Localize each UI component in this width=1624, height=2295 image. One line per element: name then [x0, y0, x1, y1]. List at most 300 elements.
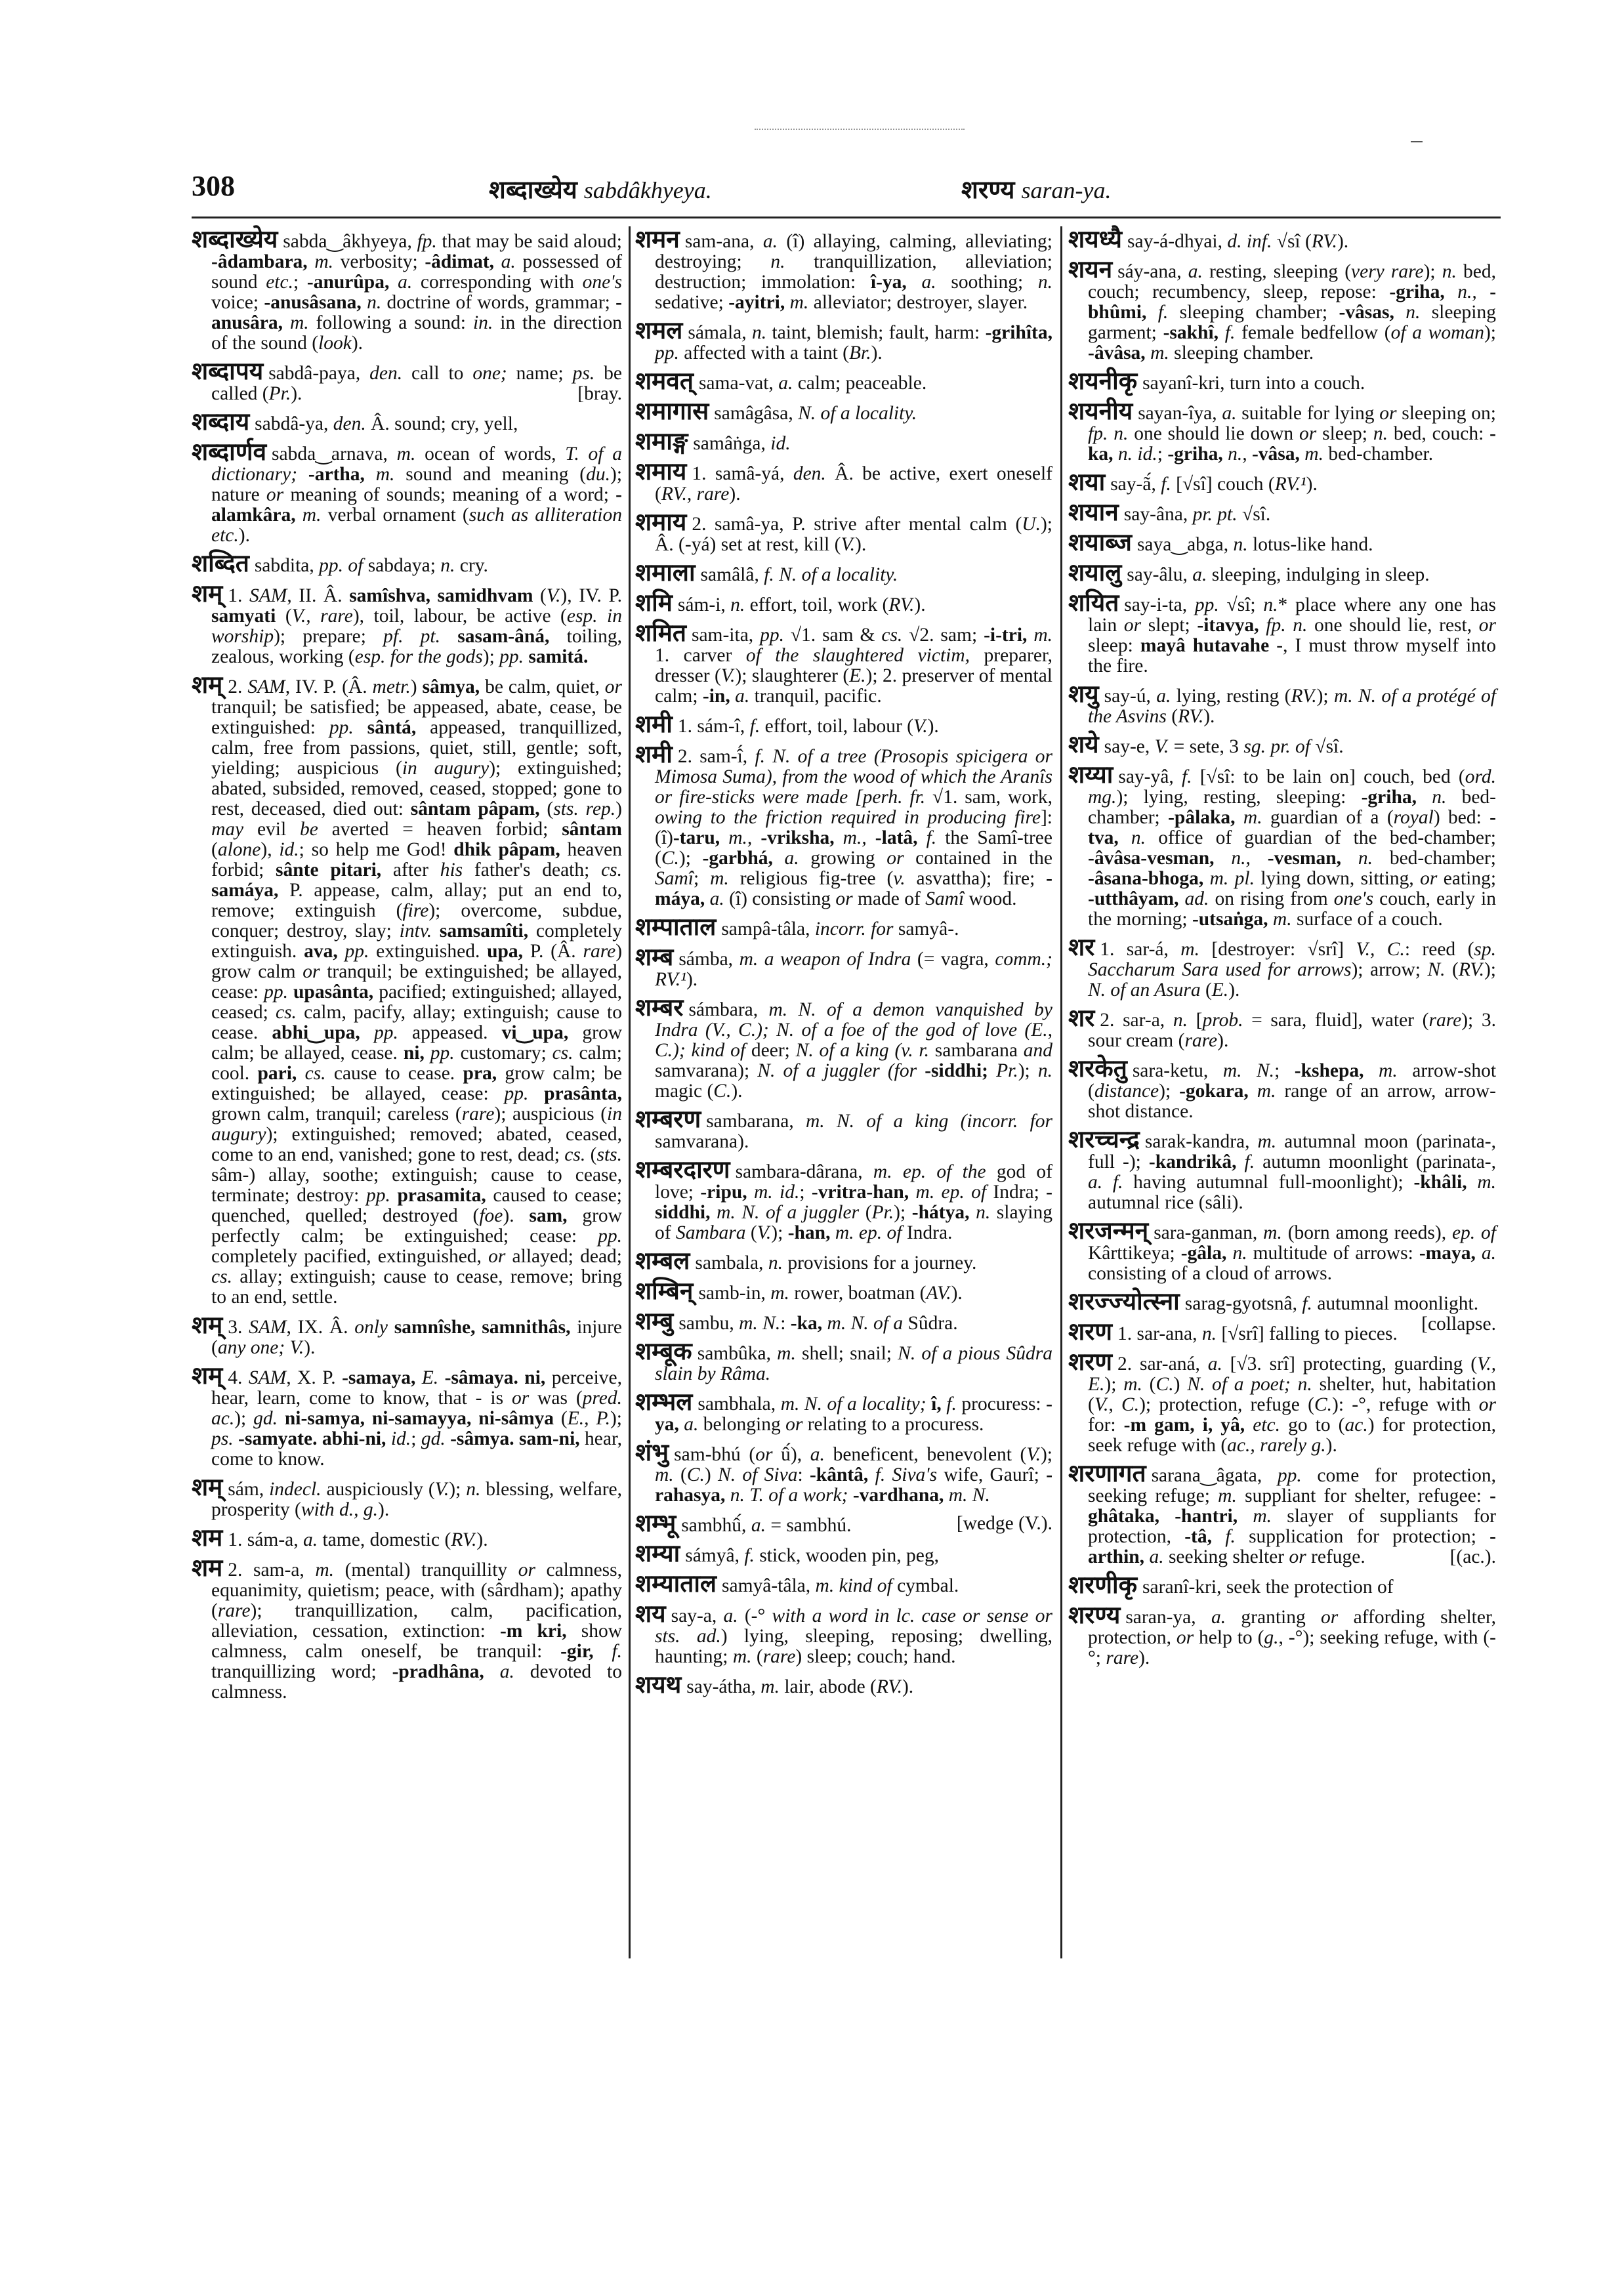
- entry-text-run: consisting of a cloud of arrows.: [1088, 1263, 1332, 1284]
- dictionary-entry: [192, 1555, 622, 1703]
- headword: शमी: [635, 741, 673, 768]
- sub-headword: -kântâ,: [809, 1464, 869, 1485]
- entry-text-run: n.: [440, 555, 455, 576]
- entry-text-run: esp. in worship: [211, 606, 622, 647]
- entry-text-run: one should lie, rest,: [1307, 615, 1479, 636]
- carry-over-word: [(ac.).: [1449, 1546, 1496, 1567]
- entry-text-run: sambu,: [678, 1313, 739, 1334]
- sub-headword: -griha,: [1361, 787, 1417, 808]
- entry-text-run: = sara, fluid], water (: [1243, 1010, 1429, 1031]
- entry-text-run: d. inf.: [1227, 231, 1272, 252]
- entry-text-run: Pr.: [268, 383, 291, 404]
- entry-text-run: P. (Â.: [523, 941, 583, 962]
- guide-word-right: [961, 172, 1111, 206]
- entry-text-run: rare: [1184, 1030, 1218, 1051]
- entry-text-run: cs.: [211, 1266, 232, 1287]
- entry-text-run: , -°); seeking refuge, with (-°;: [1088, 1627, 1496, 1668]
- entry-text-run: ).: [686, 969, 698, 990]
- entry-text-run: [362, 292, 367, 313]
- entry-text-run: a.: [921, 272, 936, 293]
- sub-headword: pra,: [463, 1063, 497, 1084]
- headword: शरज्ज्योत्स्ना: [1068, 1289, 1180, 1315]
- headword: शम: [192, 1525, 223, 1552]
- sub-headword: -vesman,: [1267, 848, 1342, 869]
- entry-text-run: N.: [1427, 959, 1446, 980]
- entry-text-run: averted = heaven forbid;: [318, 819, 562, 840]
- sub-headword: -grihîta,: [985, 322, 1052, 343]
- entry-text-run: [432, 920, 440, 941]
- sub-headword: -utsaṅga,: [1192, 909, 1268, 930]
- entry-text-run: ).: [927, 716, 939, 737]
- entry-text-run: ); 3. sour cream (: [1088, 1010, 1496, 1051]
- entry-text-run: ).: [1203, 706, 1215, 727]
- entry-text-run: injure (: [211, 1317, 623, 1358]
- entry-text-run: m. N.: [948, 1485, 990, 1506]
- sub-headword: -utthâyam,: [1088, 888, 1179, 909]
- dictionary-entry: [635, 620, 1052, 707]
- entry-text-run: a.: [398, 272, 413, 293]
- entry-text-run: saranî-kri, seek the protection of: [1142, 1577, 1394, 1598]
- headword: शमि: [635, 590, 673, 617]
- headword: शम्पाताल: [635, 914, 717, 941]
- entry-text-run: sedative;: [655, 292, 729, 313]
- entry-text-run: female bedfellow (: [1235, 322, 1391, 343]
- entry-text-run: corresponding with: [412, 272, 583, 293]
- entry-text-run: sabda‿arnava,: [272, 444, 397, 465]
- dictionary-entry: [635, 1106, 1052, 1152]
- entry-text-run: pp.: [499, 646, 524, 667]
- entry-text-run: (: [1142, 1374, 1156, 1395]
- headword: शरण: [1068, 1319, 1113, 1346]
- entry-text-run: m. ep. of: [915, 1182, 987, 1203]
- entry-text-run: m.: [314, 251, 334, 272]
- entry-text-run: [705, 888, 709, 909]
- entry-text-run: seeking shelter: [1163, 1546, 1289, 1567]
- entry-text-run: sleeping on;: [1396, 403, 1496, 424]
- entry-text-run: (: [211, 839, 218, 860]
- entry-text-run: pp.: [430, 1043, 455, 1064]
- entry-text-run: m. N.: [1222, 1060, 1275, 1081]
- sub-headword: -alamkâra,: [211, 484, 622, 526]
- entry-text-run: sam-ita,: [691, 625, 760, 646]
- entry-text-run: ); extinguished; abated, subsided, removed, ceased, stopped; gone to rest, deceased, died out:: [211, 758, 622, 819]
- entry-text-run: guardian of a (: [1262, 807, 1394, 828]
- entry-text-run: or: [511, 1388, 530, 1409]
- entry-text-run: √sî.: [1310, 736, 1344, 757]
- entry-text-run: f.: [1225, 1526, 1236, 1547]
- entry-text-run: ); 2. preserver of mental calm;: [655, 665, 1052, 707]
- entry-text-run: n.: [1297, 1374, 1312, 1395]
- headword: शर: [1068, 1005, 1095, 1032]
- entry-text-run: V.: [757, 1222, 772, 1243]
- entry-text-run: soothing;: [936, 272, 1038, 293]
- entry-text-run: after: [381, 859, 440, 880]
- guide-word-right-latin: saran-ya.: [1021, 177, 1112, 203]
- entry-text-run: pp.: [329, 717, 354, 738]
- entry-text-run: surface of a couch.: [1291, 909, 1443, 930]
- entry-text-run: SAM: [247, 676, 285, 697]
- entry-text-run: du.: [586, 464, 610, 485]
- entry-text-run: sambarana,: [706, 1111, 806, 1132]
- entry-text-run: grown calm, tranquil; careless (: [211, 1104, 462, 1125]
- entry-text-run: (: [276, 606, 292, 627]
- headword: शये: [1068, 732, 1099, 758]
- sub-headword: -khâli,: [1413, 1172, 1467, 1193]
- entry-text-run: evil: [243, 819, 301, 840]
- entry-text-run: cs.: [564, 1144, 586, 1165]
- entry-text-run: suitable for lying: [1236, 403, 1380, 424]
- entry-text-run: bed-chamber;: [1088, 787, 1496, 828]
- sub-headword: samyati: [211, 606, 276, 627]
- dictionary-entry: [635, 226, 1052, 313]
- entry-text-run: [907, 272, 922, 293]
- sub-headword: -anurûpa,: [306, 272, 390, 293]
- entry-text-run: gd.: [421, 1428, 446, 1449]
- entry-text-run: made of: [852, 888, 926, 909]
- entry-text-run: taint, blemish; fault, harm:: [766, 322, 986, 343]
- sub-headword: mayâ hutavahe: [1140, 635, 1270, 656]
- carry-over-word: [collapse.: [1421, 1313, 1496, 1334]
- entry-text-run: ); overcome, subdue, conquer; destroy, slay;: [211, 900, 622, 941]
- entry-text-run: or: [1478, 615, 1496, 636]
- dictionary-entry: [635, 318, 1052, 363]
- top-dotted-mark: [755, 129, 965, 130]
- headword: शमित: [635, 620, 686, 647]
- entry-text-run: (: [554, 1408, 568, 1429]
- entry-text-run: [308, 251, 315, 272]
- entry-text-run: (: [1200, 980, 1212, 1001]
- entry-text-run: RV.: [1458, 959, 1484, 980]
- entry-text-run: procuress:: [956, 1394, 1047, 1415]
- dictionary-entry: [635, 1601, 1052, 1667]
- entry-text-run: n. id.: [1117, 444, 1157, 465]
- entry-text-run: such as alliteration etc.: [211, 505, 622, 546]
- entry-text-run: m. N. of a: [827, 1313, 904, 1334]
- entry-text-run: show calmness, calm oneself, be tranquil:: [211, 1621, 622, 1662]
- entry-text-run: n.: [1201, 1323, 1217, 1344]
- sub-headword: -arthin,: [1088, 1526, 1496, 1567]
- sub-headword: -samyate. abhi-ni,: [238, 1428, 386, 1449]
- headword: शम्या: [635, 1540, 680, 1567]
- entry-text-run: RV.¹: [1274, 474, 1306, 495]
- entry-text-run: a.: [735, 686, 750, 707]
- entry-text-run: autumnal rice (sâli).: [1088, 1192, 1243, 1213]
- entry-text-run: a.: [1211, 1607, 1226, 1628]
- entry-text-run: [389, 272, 398, 293]
- dictionary-entry: [1068, 934, 1496, 1001]
- entry-text-run: [1146, 342, 1150, 363]
- entry-text-run: or: [1379, 403, 1397, 424]
- entry-text-run: :: [797, 1464, 810, 1485]
- dictionary-entry: [192, 1312, 623, 1358]
- entry-text-run: pp.: [760, 625, 784, 646]
- entry-text-run: samvarana);: [655, 1060, 758, 1081]
- entry-text-run: ) grow calm: [211, 941, 623, 982]
- headword: शम्भल: [635, 1389, 693, 1416]
- sub-headword: samîshva, samidhvam: [349, 585, 533, 606]
- dictionary-entry: [1068, 529, 1496, 556]
- entry-text-run: ): [615, 798, 622, 819]
- entry-text-run: [354, 717, 367, 738]
- entry-text-run: m.: [1272, 909, 1292, 930]
- entry-text-run: 2. sar-aná,: [1117, 1354, 1208, 1375]
- guide-word-left: [489, 172, 712, 206]
- entry-text-run: beneficent, benevolent (: [824, 1444, 1027, 1465]
- entry-text-run: Br.: [848, 342, 871, 363]
- dictionary-entry: [635, 1248, 1052, 1275]
- entry-text-run: or: [1420, 868, 1438, 889]
- entry-text-run: pp.: [504, 1083, 529, 1104]
- headword: शब्दार्णव: [192, 439, 267, 466]
- entry-text-run: couch, early in the morning;: [1088, 888, 1497, 930]
- entry-text-run: ).: [855, 534, 867, 555]
- entry-text-run: [296, 505, 302, 526]
- entry-text-run: [710, 1202, 717, 1223]
- dictionary-entry: [192, 439, 623, 546]
- entry-text-run: [278, 1408, 285, 1429]
- entry-text-run: 2. sar-a,: [1100, 1010, 1173, 1031]
- entry-text-run: ).: [1228, 980, 1240, 1001]
- dictionary-entry: [192, 1525, 622, 1552]
- entry-text-run: √sî;: [1218, 594, 1264, 615]
- sub-headword: -taru,: [673, 827, 720, 848]
- entry-text-run: effort, toil, work (: [745, 594, 889, 615]
- entry-text-run: m.: [1379, 1060, 1398, 1081]
- entry-text-run: bed, couch; recumbency, sleep, repose:: [1088, 261, 1496, 302]
- entry-text-run: his: [440, 859, 463, 880]
- entry-text-run: rare: [1428, 1010, 1462, 1031]
- column-middle: [635, 226, 1053, 1705]
- sub-headword: dhik pâpam,: [453, 839, 560, 860]
- entry-text-run: g.: [1264, 1627, 1279, 1648]
- entry-text-run: [747, 1182, 754, 1203]
- headword: शमन: [635, 226, 680, 253]
- headword: शरणीकृ: [1068, 1572, 1138, 1599]
- entry-text-run: N. of a pious Sûdra slain by Râma.: [655, 1343, 1052, 1384]
- entry-text-run: RV., rare: [661, 484, 730, 505]
- entry-text-run: ).: [378, 1499, 390, 1520]
- entry-text-run: tranquil; be satisfied; be appeased, abate, cease, be extinguished:: [211, 697, 622, 738]
- entry-text-run: 2. samâ-ya, P. strive after mental calm (: [692, 514, 1022, 535]
- entry-text-run: sleeping garment;: [1088, 302, 1497, 343]
- entry-text-run: a.: [1156, 686, 1171, 707]
- entry-text-run: n.,: [1457, 281, 1477, 302]
- entry-text-run: [1445, 281, 1457, 302]
- entry-text-run: or: [1289, 1546, 1306, 1567]
- entry-text-run: N. of an Asura: [1088, 980, 1201, 1001]
- headword: शरणागत: [1068, 1460, 1146, 1487]
- headword: शम्बूक: [635, 1338, 692, 1365]
- headword: शमाय: [635, 459, 687, 486]
- entry-text-run: bed-chamber.: [1323, 444, 1434, 465]
- entry-text-run: bed-chamber;: [1372, 848, 1496, 869]
- entry-text-run: sambarana: [928, 1040, 1024, 1061]
- entry-text-run: );: [771, 1222, 788, 1243]
- entry-text-run: toiling, zealous, working (: [211, 626, 622, 667]
- entry-text-run: ) lying, sleeping, reposing; dwelling, haunting;: [655, 1626, 1052, 1667]
- entry-text-run: in augury: [211, 1104, 622, 1145]
- dictionary-entry: [1068, 1602, 1496, 1668]
- entry-text-run: deer;: [745, 1040, 796, 1061]
- entry-text-run: V.: [720, 665, 736, 686]
- dictionary-entry: [192, 1363, 623, 1470]
- dictionary-entry: [1068, 368, 1496, 395]
- entry-text-run: n. T. of a work;: [730, 1485, 848, 1506]
- entry-text-run: C.: [713, 1081, 732, 1102]
- entry-text-run: a.: [1207, 1354, 1222, 1375]
- entry-text-run: doctrine of words, grammar;: [381, 292, 616, 313]
- entry-text-run: of a woman: [1390, 322, 1484, 343]
- entry-text-run: f.: [744, 1545, 755, 1566]
- headword: शरच्चन्द्र: [1068, 1127, 1140, 1153]
- entry-text-run: E.: [421, 1367, 439, 1388]
- entry-text-run: tranquil, pacific.: [749, 686, 882, 707]
- entry-text-run: a.: [499, 1661, 514, 1682]
- entry-text-run: m. pl.: [1209, 868, 1255, 889]
- entry-text-run: that may be said aloud;: [436, 231, 622, 252]
- entry-text-run: [446, 1428, 450, 1449]
- entry-text-run: a.: [723, 1605, 738, 1626]
- entry-text-run: be called (: [211, 363, 622, 404]
- entry-text-run: id.: [390, 1428, 411, 1449]
- entry-text-run: [1237, 1151, 1245, 1172]
- sub-headword: ni-samya, ni-samayya, ni-sâmya: [284, 1408, 554, 1429]
- entry-text-run: 2.: [228, 676, 248, 697]
- entry-text-run: [848, 1485, 852, 1506]
- entry-text-run: pp.: [344, 941, 369, 962]
- entry-text-run: 1. sar-á,: [1100, 939, 1181, 960]
- entry-text-run: E., P.: [567, 1408, 610, 1429]
- dictionary-entry: [635, 741, 1052, 909]
- sub-headword: sântam: [562, 819, 622, 840]
- sub-headword: samáya,: [211, 880, 279, 901]
- headword: शमाला: [635, 560, 696, 587]
- entry-text-run: rare: [217, 1600, 251, 1621]
- sub-headword: sasam-âná,: [457, 626, 550, 647]
- entry-text-run: [494, 251, 501, 272]
- entry-text-run: m.,: [843, 827, 867, 848]
- entry-text-run: a.: [1192, 564, 1207, 585]
- entry-text-run: ).: [951, 1283, 963, 1304]
- headword: शयन: [1068, 257, 1113, 283]
- entry-text-run: 3.: [228, 1317, 249, 1338]
- entry-text-run: 1. sar-ana,: [1117, 1323, 1202, 1344]
- entry-text-run: sambhû́,: [681, 1515, 751, 1536]
- entry-text-run: affording shelter, protection,: [1088, 1607, 1496, 1648]
- headword: शयित: [1068, 590, 1119, 617]
- sub-headword: -han,: [787, 1222, 831, 1243]
- entry-text-run: V.: [841, 534, 856, 555]
- entry-text-run: U.: [1022, 514, 1041, 535]
- entry-text-run: (: [745, 1222, 757, 1243]
- entry-text-run: , X. P.: [286, 1367, 343, 1388]
- entry-text-run: [1212, 1526, 1225, 1547]
- entry-text-run: Indra;: [986, 1182, 1047, 1203]
- dictionary-entry: [635, 560, 1052, 587]
- column-divider: [1060, 226, 1062, 1958]
- entry-text-run: [√3. srî] protecting, guarding (: [1222, 1354, 1478, 1375]
- entry-text-run: a.: [1481, 1243, 1497, 1264]
- entry-text-run: call to: [402, 363, 473, 384]
- entry-text-run: E.: [849, 665, 866, 686]
- entry-text-run: rare: [461, 1104, 495, 1125]
- sub-headword: sântam pâpam,: [410, 798, 540, 819]
- dictionary-entry: [192, 358, 622, 404]
- entry-text-run: n.: [1232, 1243, 1247, 1264]
- entry-text-run: sâm-) allay, soothe; extinguish; cause to cease, terminate; destroy:: [211, 1165, 622, 1206]
- headword: शर: [1068, 934, 1095, 961]
- entry-text-run: [868, 1464, 875, 1485]
- entry-text-run: n.: [1233, 534, 1248, 555]
- entry-text-run: );: [1018, 1060, 1038, 1081]
- entry-text-run: a. f.: [1088, 1172, 1123, 1193]
- entry-text-run: [909, 1182, 915, 1203]
- sub-headword: -vâsa,: [1251, 444, 1300, 465]
- entry-text-run: ;: [694, 868, 711, 889]
- sub-headword: vi‿upa,: [501, 1022, 569, 1043]
- entry-text-run: (born among reeds),: [1281, 1222, 1452, 1243]
- entry-text-run: rare: [762, 1646, 796, 1667]
- entry-text-run: [283, 312, 290, 333]
- entry-text-run: );: [1316, 686, 1334, 707]
- entry-text-run: sámba,: [678, 949, 739, 970]
- entry-text-run: sts.: [596, 1144, 623, 1165]
- dictionary-entry: [1068, 1005, 1496, 1051]
- dictionary-entry: [635, 711, 1052, 738]
- entry-text-run: rower, boatman (: [789, 1283, 927, 1304]
- entry-text-run: (-°: [738, 1605, 772, 1626]
- dictionary-entry: [635, 1338, 1052, 1384]
- entry-text-run: one's: [582, 272, 622, 293]
- dictionary-entry: [635, 914, 1052, 941]
- headword: शम्बरण: [635, 1106, 701, 1133]
- entry-text-run: m.: [302, 505, 322, 526]
- entry-text-run: [√srî] falling to pieces.: [1217, 1323, 1398, 1344]
- entry-text-run: say-yâ,: [1118, 766, 1182, 787]
- entry-text-run: pf. pt.: [383, 626, 441, 647]
- entry-text-run: lying, resting (: [1171, 686, 1291, 707]
- entry-text-run: samâṅga,: [693, 433, 771, 454]
- entry-text-run: [1119, 827, 1131, 848]
- entry-text-run: m. N. of a demon vanquished by Indra (V., C.); N. of a foe of the god of love (E., C.); kind of: [655, 999, 1053, 1061]
- entry-text-run: Indra.: [902, 1222, 953, 1243]
- sub-headword: ava,: [304, 941, 338, 962]
- sub-headword: samsamîti,: [439, 920, 529, 941]
- dictionary-entry: [1068, 762, 1497, 930]
- sub-headword: -siddhi;: [925, 1060, 988, 1081]
- entry-text-run: 2. sam-î́,: [677, 746, 755, 767]
- entry-text-run: a.: [1149, 1546, 1164, 1567]
- entry-text-run: );: [1104, 1374, 1124, 1395]
- entry-text-run: [1477, 281, 1489, 302]
- sub-headword: -vritra-han,: [811, 1182, 909, 1203]
- headword: शम्बिन्: [635, 1278, 694, 1305]
- entry-text-run: voice;: [211, 292, 264, 313]
- entry-text-run: n.: [976, 1202, 991, 1223]
- entry-text-run: , IX. Â.: [286, 1317, 355, 1338]
- entry-text-run: autumnal moon (parinata-, full -);: [1088, 1131, 1496, 1172]
- entry-text-run: f.: [1181, 766, 1192, 787]
- entry-text-run: [388, 1317, 394, 1338]
- entry-text-run: sámala,: [688, 322, 753, 343]
- entry-text-run: ).: [871, 342, 883, 363]
- entry-text-run: come for protection, seeking refuge;: [1088, 1465, 1496, 1506]
- entry-text-run: suppliant for shelter, refugee:: [1236, 1485, 1490, 1506]
- entry-text-run: was (: [529, 1388, 583, 1409]
- headword: शम्भू: [635, 1510, 677, 1537]
- entry-text-run: caused to cease; quenched, quelled; destroyed (: [211, 1185, 622, 1226]
- sub-headword: ni,: [403, 1043, 425, 1064]
